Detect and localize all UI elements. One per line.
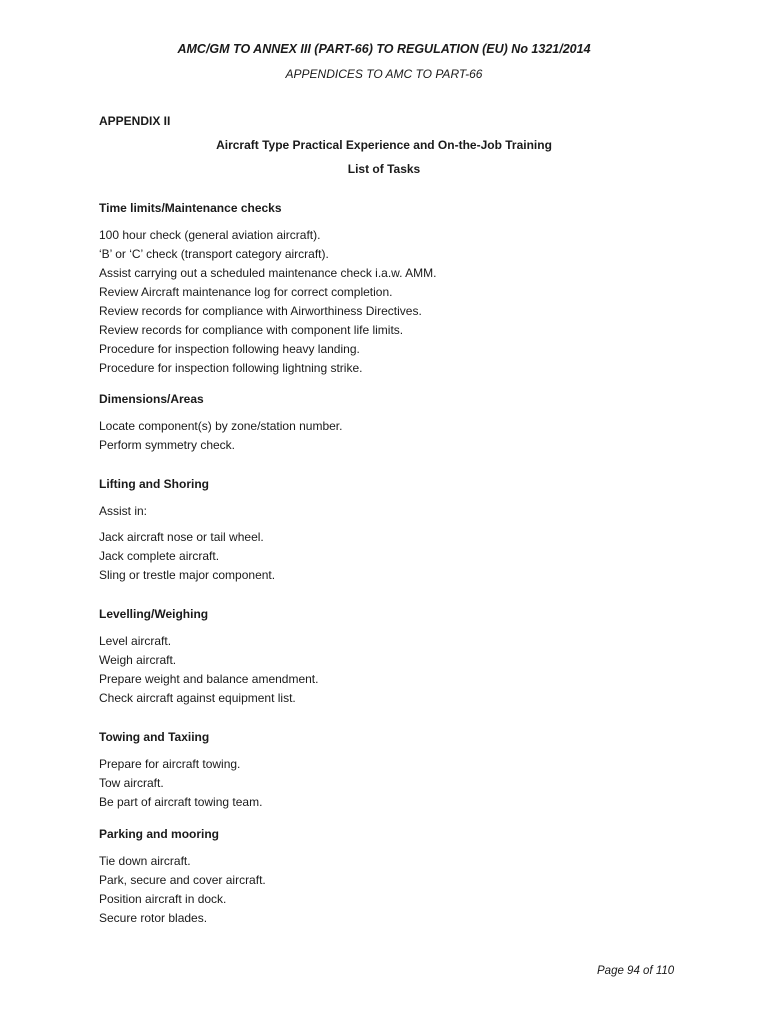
- list-item: Review records for compliance with component life limits.: [99, 323, 404, 337]
- list-item: Sling or trestle major component.: [99, 568, 276, 582]
- list-item: Tie down aircraft.: [99, 854, 191, 868]
- section-towing-taxiing: [99, 729, 679, 812]
- appendix-label: APPENDIX II: [99, 114, 171, 128]
- header-title: AMC/GM TO ANNEX III (PART-66) TO REGULATION (EU) No 1321/2014: [177, 42, 591, 56]
- list-item: Be part of aircraft towing team.: [99, 795, 263, 809]
- list-item: Level aircraft.: [99, 634, 172, 648]
- list-item: Position aircraft in dock.: [99, 892, 227, 906]
- section-time-limits: [99, 200, 679, 378]
- list-item: Review Aircraft maintenance log for correct completion.: [99, 285, 393, 299]
- list-item: Prepare for aircraft towing.: [99, 757, 241, 771]
- section-intro: Assist in:: [99, 504, 148, 518]
- section-heading: Dimensions/Areas: [99, 392, 204, 406]
- list-item: Tow aircraft.: [99, 776, 164, 790]
- section-heading: Towing and Taxiing: [99, 730, 210, 744]
- document-subtitle: List of Tasks: [347, 162, 421, 176]
- list-item: Review records for compliance with Airworthiness Directives.: [99, 304, 422, 318]
- list-item: Jack aircraft nose or tail wheel.: [99, 530, 264, 544]
- header-subtitle: APPENDICES TO AMC TO PART-66: [285, 67, 483, 81]
- list-item: Prepare weight and balance amendment.: [99, 672, 319, 686]
- list-item: Procedure for inspection following lightning strike.: [99, 361, 363, 375]
- page-number: Page 94 of 110: [597, 965, 675, 977]
- list-item: Secure rotor blades.: [99, 911, 208, 925]
- list-item: Weigh aircraft.: [99, 653, 177, 667]
- section-heading: Parking and mooring: [99, 827, 220, 841]
- list-item: Perform symmetry check.: [99, 438, 236, 452]
- list-item: Procedure for inspection following heavy landing.: [99, 342, 360, 356]
- list-item: Assist carrying out a scheduled maintenance check i.a.w. AMM.: [99, 266, 437, 280]
- section-parking-mooring: [99, 826, 679, 928]
- section-heading: Lifting and Shoring: [99, 477, 209, 491]
- list-item: ‘B’ or ‘C’ check (transport category aircraft).: [99, 247, 329, 261]
- section-heading: Levelling/Weighing: [99, 607, 209, 621]
- section-heading: Time limits/Maintenance checks: [99, 201, 282, 215]
- list-item: Park, secure and cover aircraft.: [99, 873, 266, 887]
- list-item: Jack complete aircraft.: [99, 549, 220, 563]
- list-item: Check aircraft against equipment list.: [99, 691, 296, 705]
- section-levelling-weighing: [99, 606, 679, 708]
- list-item: Locate component(s) by zone/station number.: [99, 419, 343, 433]
- section-lifting-shoring: [99, 476, 679, 585]
- document-title: Aircraft Type Practical Experience and On-the-Job Training: [216, 138, 552, 152]
- list-item: 100 hour check (general aviation aircraft).: [99, 228, 321, 242]
- section-dimensions-areas: [99, 391, 679, 455]
